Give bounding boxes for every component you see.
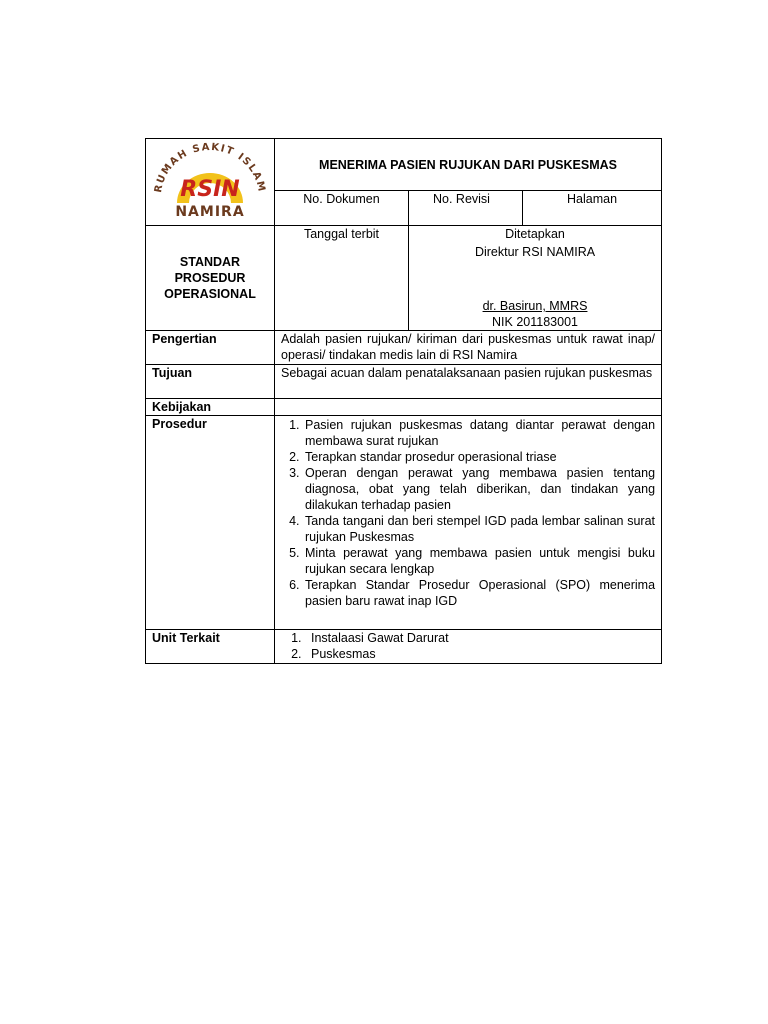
pengertian-text: Adalah pasien rujukan/ kiriman dari puskesmas untuk rawat inap/ operasi/ tindakan medis lain di RSI Namira bbox=[275, 331, 662, 365]
revision-label: No. Revisi bbox=[409, 191, 523, 226]
approver-title: Direktur RSI NAMIRA bbox=[474, 245, 596, 259]
sop-label-line-2: PROSEDUR bbox=[174, 271, 246, 285]
list-item: 2. Puskesmas bbox=[305, 646, 655, 662]
document-title: MENERIMA PASIEN RUJUKAN DARI PUSKESMAS bbox=[275, 139, 662, 191]
list-item: 3. Operan dengan perawat yang membawa pasien tentang diagnosa, obat yang telah diberikan, dan tindakan yang dilakukan terhadap pasien bbox=[303, 465, 655, 513]
kebijakan-text bbox=[275, 399, 662, 416]
list-item: 4. Tanda tangani dan beri stempel IGD pada lembar salinan surat rujukan Puskesmas bbox=[303, 513, 655, 545]
sop-label bbox=[146, 226, 275, 331]
sop-label-line-1: STANDAR bbox=[179, 255, 241, 269]
list-item: 1. Pasien rujukan puskesmas datang diantar perawat dengan membawa surat rujukan bbox=[303, 417, 655, 449]
doc-number-label: No. Dokumen bbox=[275, 191, 409, 226]
approval-block bbox=[409, 226, 662, 331]
logo-name: NAMIRA bbox=[175, 204, 245, 220]
list-item: 5. Minta perawat yang membawa pasien untuk mengisi buku rujukan secara lengkap bbox=[303, 545, 655, 577]
approved-label: Ditetapkan bbox=[505, 227, 565, 241]
prosedur-steps bbox=[275, 416, 662, 630]
signatory-nik: NIK 201183001 bbox=[492, 315, 578, 329]
list-item: 2. Terapkan standar prosedur operasional triase bbox=[303, 449, 655, 465]
list-item: 1. Instalaasi Gawat Darurat bbox=[305, 630, 655, 646]
sop-document-table bbox=[145, 138, 662, 664]
hospital-logo bbox=[147, 139, 273, 221]
logo-cell bbox=[146, 139, 275, 226]
tujuan-text: Sebagai acuan dalam penatalaksanaan pasien rujukan puskesmas bbox=[275, 365, 662, 399]
pengertian-label: Pengertian bbox=[146, 331, 275, 365]
page-label: Halaman bbox=[523, 191, 662, 226]
logo-arc-text: RUMAH SAKIT ISLAM bbox=[153, 141, 268, 194]
list-item: 6. Terapkan Standar Prosedur Operasional (SPO) menerima pasien baru rawat inap IGD bbox=[303, 577, 655, 609]
issue-date-label: Tanggal terbit bbox=[275, 226, 409, 331]
unit-terkait-list bbox=[275, 630, 662, 664]
tujuan-label: Tujuan bbox=[146, 365, 275, 399]
kebijakan-label: Kebijakan bbox=[146, 399, 275, 416]
signatory-name: dr. Basirun, MMRS bbox=[482, 299, 588, 313]
unit-terkait-label: Unit Terkait bbox=[146, 630, 275, 664]
prosedur-label: Prosedur bbox=[146, 416, 275, 630]
logo-mark: RSIN bbox=[180, 177, 240, 202]
sop-label-line-3: OPERASIONAL bbox=[164, 287, 256, 301]
